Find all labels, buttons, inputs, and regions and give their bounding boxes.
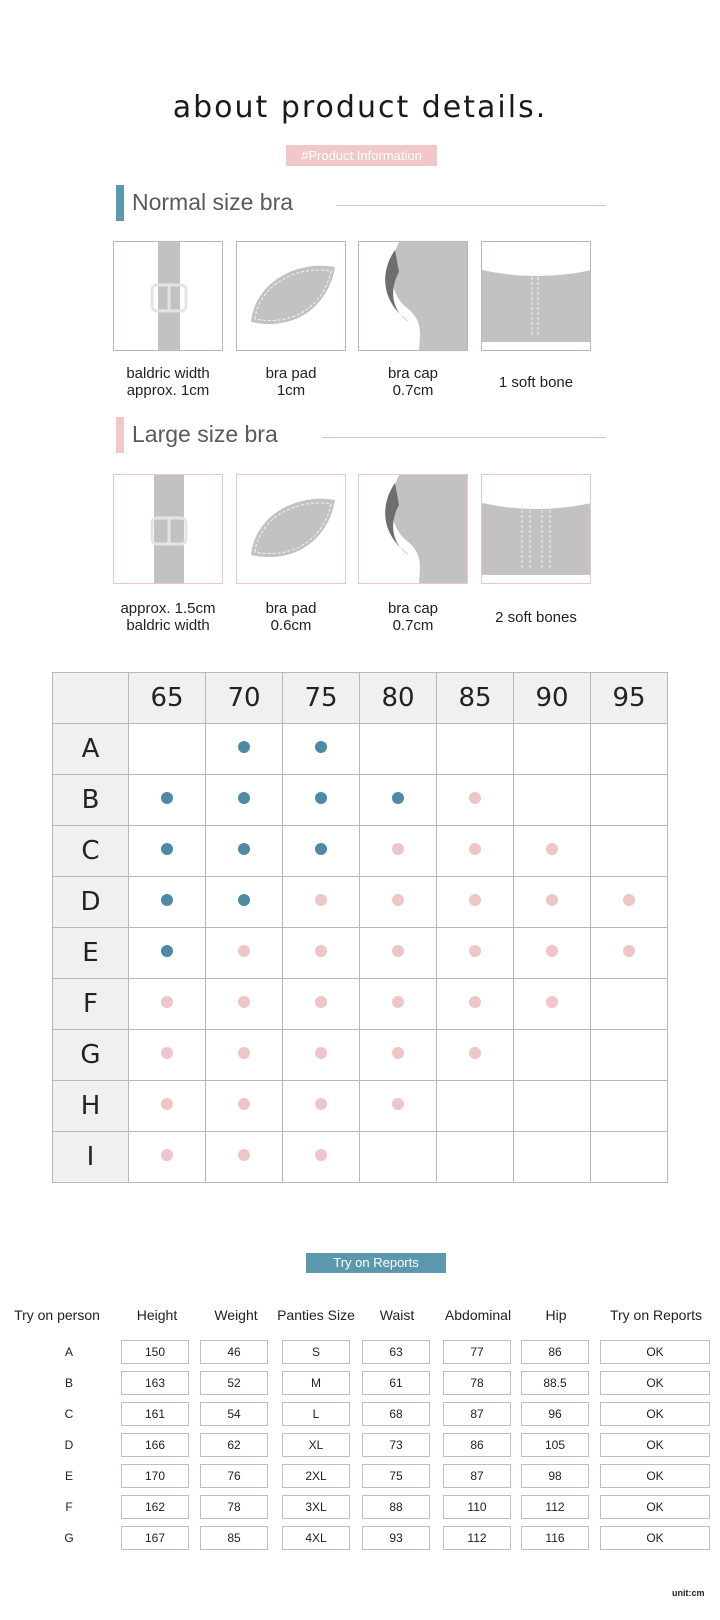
size-grid-cell: [129, 826, 206, 877]
available-dot-pink: [392, 843, 404, 855]
available-dot-pink: [315, 1149, 327, 1161]
available-dot-blue: [315, 843, 327, 855]
available-dot-blue: [161, 945, 173, 957]
report-cell: 93: [362, 1526, 430, 1550]
band-size-header: 80: [360, 673, 437, 724]
report-cell: 78: [200, 1495, 268, 1519]
size-grid-cell: [514, 877, 591, 928]
cup-size-header: C: [53, 826, 129, 877]
report-person-label: B: [64, 1376, 73, 1390]
available-dot-pink: [161, 996, 173, 1008]
feature-caption-line: 0.7cm: [392, 382, 434, 399]
report-cell: 161: [121, 1402, 189, 1426]
band-size-header: 90: [514, 673, 591, 724]
report-cell: 3XL: [282, 1495, 350, 1519]
size-grid-cell: [514, 1081, 591, 1132]
report-cell: 162: [121, 1495, 189, 1519]
available-dot-blue: [238, 741, 250, 753]
available-dot-blue: [315, 741, 327, 753]
feature-caption-line: approx. 1.5cm: [120, 600, 216, 617]
size-grid-cell: [283, 775, 360, 826]
size-grid-cell: [283, 877, 360, 928]
report-cell: 112: [443, 1526, 511, 1550]
large-size-heading-text: Large size bra: [132, 421, 278, 447]
feature-caption: [461, 609, 611, 626]
size-grid-cell: [360, 1081, 437, 1132]
size-grid-cell: [591, 826, 668, 877]
size-grid-cell: [206, 826, 283, 877]
band-size-header: 70: [206, 673, 283, 724]
report-cell: 76: [200, 1464, 268, 1488]
size-grid-cell: [283, 1132, 360, 1183]
band-size-header: 75: [283, 673, 360, 724]
size-grid-cell: [591, 1081, 668, 1132]
size-grid-cell: [514, 724, 591, 775]
report-cell: 75: [362, 1464, 430, 1488]
report-cell: 78: [443, 1371, 511, 1395]
size-grid: [52, 672, 668, 1183]
size-grid-cell: [360, 877, 437, 928]
size-grid-corner: [53, 673, 129, 724]
heading-accent-bar: [116, 185, 124, 221]
size-grid-cell: [206, 1132, 283, 1183]
available-dot-pink: [392, 996, 404, 1008]
report-person-label: G: [64, 1531, 74, 1545]
available-dot-blue: [238, 843, 250, 855]
size-grid-cell: [514, 979, 591, 1030]
soft-bones-icon: [481, 474, 591, 584]
report-column-header: Height: [136, 1307, 178, 1323]
report-cell: 4XL: [282, 1526, 350, 1550]
size-grid-cell: [283, 979, 360, 1030]
feature-caption-line: 0.6cm: [270, 617, 312, 634]
size-grid-row: [53, 979, 668, 1030]
available-dot-pink: [392, 945, 404, 957]
report-cell: 2XL: [282, 1464, 350, 1488]
available-dot-pink: [392, 894, 404, 906]
available-dot-pink: [469, 996, 481, 1008]
report-cell: 86: [521, 1340, 589, 1364]
size-grid-cell: [129, 1081, 206, 1132]
size-grid-row: [53, 877, 668, 928]
report-cell: 166: [121, 1433, 189, 1457]
size-grid-cell: [283, 724, 360, 775]
cup-size-header: G: [53, 1030, 129, 1081]
feature-caption-line: baldric width: [126, 617, 210, 634]
size-grid-cell: [129, 928, 206, 979]
size-grid-cell: [437, 826, 514, 877]
unit-label: unit:cm: [672, 1588, 705, 1598]
available-dot-pink: [469, 894, 481, 906]
report-cell: 85: [200, 1526, 268, 1550]
feature-caption-line: bra cap: [387, 600, 439, 617]
report-cell: 61: [362, 1371, 430, 1395]
report-column-header: Try on Reports: [609, 1307, 703, 1323]
feature-caption-line: 0.7cm: [392, 617, 434, 634]
available-dot-blue: [238, 894, 250, 906]
size-grid-cell: [129, 1030, 206, 1081]
available-dot-blue: [161, 843, 173, 855]
feature-caption-line: 1cm: [276, 382, 306, 399]
report-cell: 86: [443, 1433, 511, 1457]
size-grid-cell: [129, 1132, 206, 1183]
report-column-header: Hip: [545, 1307, 567, 1323]
report-column-header: Abdominal: [444, 1307, 512, 1323]
feature-caption-line: bra cap: [387, 365, 439, 382]
available-dot-pink: [315, 945, 327, 957]
size-grid-cell: [206, 724, 283, 775]
report-cell: XL: [282, 1433, 350, 1457]
size-grid-cell: [283, 928, 360, 979]
size-grid-cell: [129, 979, 206, 1030]
soft-bone-icon: [481, 241, 591, 351]
cup-size-header: B: [53, 775, 129, 826]
size-grid-row: [53, 826, 668, 877]
available-dot-pink: [623, 945, 635, 957]
cup-size-header: H: [53, 1081, 129, 1132]
available-dot-blue: [392, 792, 404, 804]
size-grid-cell: [129, 775, 206, 826]
size-grid-cell: [437, 928, 514, 979]
size-grid-cell: [360, 979, 437, 1030]
size-grid-cell: [591, 1030, 668, 1081]
available-dot-pink: [546, 894, 558, 906]
size-grid-cell: [591, 775, 668, 826]
size-grid-cell: [360, 775, 437, 826]
report-cell: OK: [600, 1464, 710, 1488]
feature-caption-line: approx. 1cm: [126, 382, 210, 399]
report-cell: 87: [443, 1464, 511, 1488]
size-grid-cell: [283, 1030, 360, 1081]
report-cell: OK: [600, 1526, 710, 1550]
report-column-header: Panties Size: [277, 1307, 355, 1323]
bra-cap-icon: [358, 241, 468, 351]
size-grid-cell: [437, 877, 514, 928]
product-information-badge: #Product Information: [286, 145, 437, 166]
report-person-label: E: [64, 1469, 73, 1483]
available-dot-pink: [469, 843, 481, 855]
available-dot-pink: [161, 1098, 173, 1110]
size-grid-cell: [206, 775, 283, 826]
size-grid-cell: [129, 877, 206, 928]
band-size-header: 95: [591, 673, 668, 724]
normal-size-heading: [116, 185, 606, 221]
report-cell: S: [282, 1340, 350, 1364]
size-grid-cell: [360, 826, 437, 877]
available-dot-pink: [238, 1149, 250, 1161]
report-cell: 116: [521, 1526, 589, 1550]
available-dot-pink: [315, 996, 327, 1008]
feature-caption-line: bra pad: [265, 600, 317, 617]
report-cell: 96: [521, 1402, 589, 1426]
report-column-header: Weight: [214, 1307, 258, 1323]
size-grid-cell: [514, 1030, 591, 1081]
available-dot-pink: [238, 996, 250, 1008]
size-grid-cell: [514, 1132, 591, 1183]
feature-caption-line: baldric width: [126, 365, 210, 382]
report-cell: 110: [443, 1495, 511, 1519]
size-grid-cell: [591, 877, 668, 928]
report-cell: 54: [200, 1402, 268, 1426]
size-grid-cell: [283, 1081, 360, 1132]
page-title: about product details.: [172, 90, 548, 125]
strap-buckle-icon: [113, 241, 223, 351]
cup-size-header: D: [53, 877, 129, 928]
size-grid-cell: [360, 724, 437, 775]
available-dot-pink: [161, 1149, 173, 1161]
available-dot-pink: [238, 1047, 250, 1059]
cup-size-header: A: [53, 724, 129, 775]
report-cell: 150: [121, 1340, 189, 1364]
band-size-header: 65: [129, 673, 206, 724]
size-grid-row: [53, 928, 668, 979]
feature-caption-line: bra pad: [265, 365, 317, 382]
feature-caption: [461, 374, 611, 391]
size-grid-cell: [360, 1030, 437, 1081]
report-cell: 88.5: [521, 1371, 589, 1395]
report-column-header: Try on person: [14, 1307, 100, 1323]
report-person-label: F: [65, 1500, 73, 1514]
size-grid-cell: [129, 724, 206, 775]
report-cell: L: [282, 1402, 350, 1426]
available-dot-pink: [546, 945, 558, 957]
report-cell: 68: [362, 1402, 430, 1426]
size-grid-row: [53, 1132, 668, 1183]
report-cell: OK: [600, 1433, 710, 1457]
size-grid-cell: [283, 826, 360, 877]
available-dot-pink: [546, 843, 558, 855]
report-cell: OK: [600, 1371, 710, 1395]
size-grid-cell: [437, 1132, 514, 1183]
report-cell: 112: [521, 1495, 589, 1519]
size-grid-cell: [514, 928, 591, 979]
large-size-heading: [116, 417, 606, 453]
report-cell: OK: [600, 1340, 710, 1364]
band-size-header: 85: [437, 673, 514, 724]
available-dot-pink: [161, 1047, 173, 1059]
report-cell: M: [282, 1371, 350, 1395]
size-grid-cell: [437, 1030, 514, 1081]
cup-size-header: E: [53, 928, 129, 979]
available-dot-pink: [315, 894, 327, 906]
feature-caption-line: 1 soft bone: [498, 374, 574, 391]
report-cell: 88: [362, 1495, 430, 1519]
bra-pad-icon: [236, 474, 346, 584]
report-cell: 163: [121, 1371, 189, 1395]
normal-size-heading-text: Normal size bra: [132, 189, 294, 215]
report-cell: 52: [200, 1371, 268, 1395]
bra-pad-icon: [236, 241, 346, 351]
report-cell: 105: [521, 1433, 589, 1457]
report-cell: 87: [443, 1402, 511, 1426]
feature-caption-line: 2 soft bones: [495, 609, 577, 626]
size-grid-cell: [437, 979, 514, 1030]
size-grid-row: [53, 724, 668, 775]
report-cell: 46: [200, 1340, 268, 1364]
size-grid-cell: [514, 775, 591, 826]
cup-size-header: I: [53, 1132, 129, 1183]
available-dot-pink: [315, 1047, 327, 1059]
report-cell: 167: [121, 1526, 189, 1550]
size-grid-header-row: [53, 673, 668, 724]
size-grid-cell: [206, 928, 283, 979]
size-grid-row: [53, 1081, 668, 1132]
report-cell: OK: [600, 1495, 710, 1519]
available-dot-pink: [546, 996, 558, 1008]
available-dot-pink: [469, 945, 481, 957]
report-column-header: Waist: [379, 1307, 415, 1323]
report-cell: 77: [443, 1340, 511, 1364]
cup-size-header: F: [53, 979, 129, 1030]
bra-cap-icon: [358, 474, 468, 584]
available-dot-pink: [623, 894, 635, 906]
size-grid-cell: [591, 979, 668, 1030]
available-dot-pink: [315, 1098, 327, 1110]
size-grid-cell: [437, 775, 514, 826]
available-dot-pink: [469, 792, 481, 804]
size-grid-row: [53, 1030, 668, 1081]
available-dot-blue: [238, 792, 250, 804]
size-grid-row: [53, 775, 668, 826]
size-grid-cell: [591, 1132, 668, 1183]
size-grid-cell: [206, 979, 283, 1030]
size-grid-cell: [437, 724, 514, 775]
available-dot-blue: [161, 894, 173, 906]
report-cell: OK: [600, 1402, 710, 1426]
size-grid-cell: [206, 877, 283, 928]
heading-divider: [322, 437, 606, 438]
strap-buckle-icon: [113, 474, 223, 584]
available-dot-pink: [238, 945, 250, 957]
report-cell: 73: [362, 1433, 430, 1457]
size-grid-cell: [437, 1081, 514, 1132]
available-dot-pink: [238, 1098, 250, 1110]
size-grid-cell: [591, 928, 668, 979]
size-grid-cell: [360, 928, 437, 979]
size-grid-cell: [360, 1132, 437, 1183]
available-dot-pink: [392, 1098, 404, 1110]
size-grid-cell: [206, 1030, 283, 1081]
report-cell: 62: [200, 1433, 268, 1457]
available-dot-blue: [161, 792, 173, 804]
available-dot-pink: [469, 1047, 481, 1059]
heading-divider: [336, 205, 606, 206]
size-grid-cell: [591, 724, 668, 775]
report-person-label: A: [64, 1345, 73, 1359]
report-person-label: C: [64, 1407, 74, 1421]
report-cell: 170: [121, 1464, 189, 1488]
heading-accent-bar: [116, 417, 124, 453]
report-person-label: D: [64, 1438, 74, 1452]
report-cell: 63: [362, 1340, 430, 1364]
available-dot-blue: [315, 792, 327, 804]
available-dot-pink: [392, 1047, 404, 1059]
size-grid-cell: [514, 826, 591, 877]
report-cell: 98: [521, 1464, 589, 1488]
size-grid-cell: [206, 1081, 283, 1132]
try-on-reports-badge: Try on Reports: [306, 1253, 446, 1273]
